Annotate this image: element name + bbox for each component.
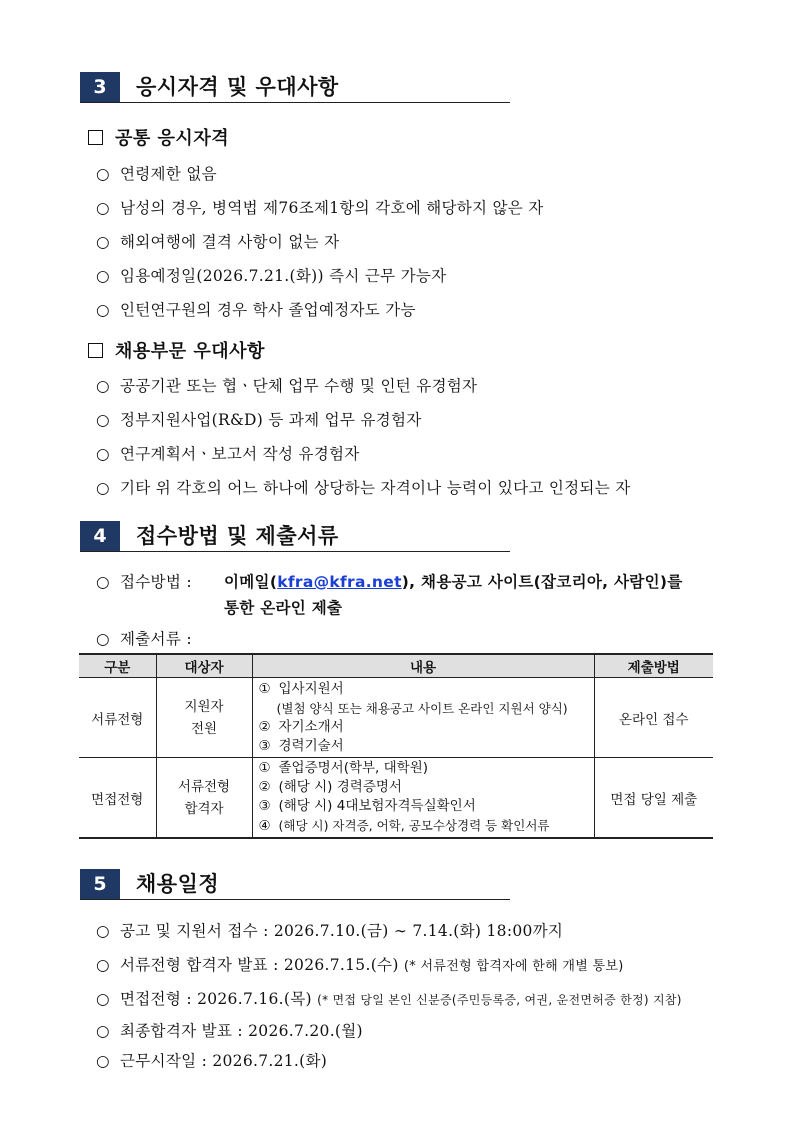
- section-number: 3: [80, 72, 120, 102]
- section-number: 4: [80, 521, 120, 551]
- list-item: ○ 인턴연구원의 경우 학사 졸업예정자도 가능: [96, 301, 416, 319]
- header-cell: 제출방법: [594, 654, 713, 678]
- list-item: ○ 공공기관 또는 협ㆍ단체 업무 수행 및 인턴 유경험자: [96, 377, 478, 395]
- schedule-item: ○ 서류전형 합격자 발표 : 2026.7.15.(수) (* 서류전형 합격자에 한해 개별 통보): [96, 956, 624, 974]
- header-cell: 구분: [79, 654, 156, 678]
- method-cell: 면접 당일 제출: [594, 758, 713, 839]
- target-cell: 지원자 전원: [156, 678, 252, 758]
- list-item: ○ 해외여행에 결격 사항이 없는 자: [96, 233, 340, 251]
- checkbox-square-icon: [88, 343, 103, 358]
- header-cell: 내용: [252, 654, 594, 678]
- common-qualification-heading: 공통 응시자격: [88, 124, 229, 150]
- content-cell: ① 입사지원서 (별첨 양식 또는 채용공고 사이트 온라인 지원서 양식) ② 자기소개서 ③ 경력기술서: [252, 678, 594, 758]
- list-item: ○ 연령제한 없음: [96, 165, 217, 183]
- list-item: ○ 남성의 경우, 병역법 제76조제1항의 각호에 해당하지 않은 자: [96, 199, 544, 217]
- category-cell: 서류전형: [79, 678, 156, 758]
- category-cell: 면접전형: [79, 758, 156, 839]
- header-cell: 대상자: [156, 654, 252, 678]
- section-4-header: [80, 521, 510, 552]
- section-title: 채용일정: [136, 872, 220, 896]
- list-item: ○ 기타 위 각호의 어느 하나에 상당하는 자격이나 능력이 있다고 인정되는 자: [96, 479, 631, 497]
- content-cell: ① 졸업증명서(학부, 대학원) ② (해당 시) 경력증명서 ③ (해당 시) 4대보험자격득실확인서 ④ (해당 시) 자격증, 어학, 공모수상경력 등 확인서류: [252, 758, 594, 839]
- table-header-row: [79, 654, 713, 678]
- section-title: 응시자격 및 우대사항: [136, 75, 339, 99]
- list-item: ○ 정부지원사업(R&D) 등 과제 업무 유경험자: [96, 411, 422, 429]
- section-number: 5: [80, 869, 120, 899]
- schedule-note: (* 서류전형 합격자에 한해 개별 통보): [403, 959, 624, 974]
- table-row: [79, 678, 713, 758]
- table-row: [79, 758, 713, 839]
- section-5-header: [80, 869, 510, 900]
- apply-method-line2: 통한 온라인 제출: [224, 599, 343, 617]
- schedule-note: (* 면접 당일 본인 신분증(주민등록증, 여권, 운전면허증 한정) 지참): [317, 993, 682, 1007]
- schedule-item: ○ 최종합격자 발표 : 2026.7.20.(월): [96, 1022, 363, 1040]
- section-3-header: [80, 72, 510, 103]
- schedule-item: ○ 면접전형 : 2026.7.16.(목) (* 면접 당일 본인 신분증(주민등록증, 여권, 운전면허증 한정) 지참): [96, 990, 682, 1008]
- schedule-item: ○ 공고 및 지원서 접수 : 2026.7.10.(금) ∼ 7.14.(화) 18:00까지: [96, 922, 564, 940]
- list-item: ○ 임용예정일(2026.7.21.(화)) 즉시 근무 가능자: [96, 267, 447, 285]
- list-item: ○ 연구계획서ㆍ보고서 작성 유경험자: [96, 445, 360, 463]
- apply-method-label: 접수방법 :: [120, 573, 192, 591]
- schedule-item: ○ 근무시작일 : 2026.7.21.(화): [96, 1052, 328, 1070]
- apply-method: ○ 접수방법 : 이메일(kfra@kfra.net), 채용공고 사이트(잡코리아, 사람인)를: [96, 570, 683, 592]
- documents-table: [79, 653, 713, 839]
- target-cell: 서류전형 합격자: [156, 758, 252, 839]
- method-cell: 온라인 접수: [594, 678, 713, 758]
- submit-docs-label: ○ 제출서류 :: [96, 630, 192, 648]
- section-title: 접수방법 및 제출서류: [136, 524, 339, 548]
- preferred-heading: 채용부문 우대사항: [88, 337, 265, 363]
- email-link[interactable]: kfra@kfra.net: [277, 573, 402, 591]
- checkbox-square-icon: [88, 130, 103, 145]
